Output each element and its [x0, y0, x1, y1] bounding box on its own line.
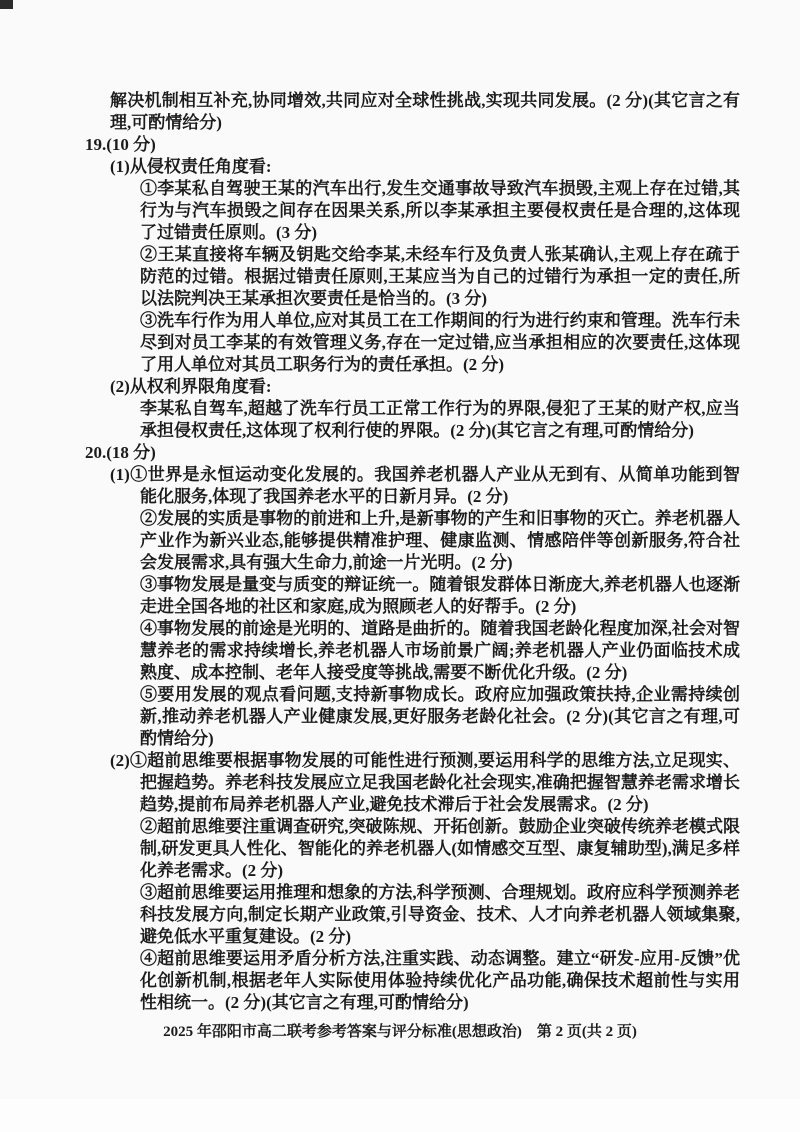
page-footer: 2025 年邵阳市高二联考参考答案与评分标准(思想政治) 第 2 页(共 2 页) [163, 1024, 637, 1040]
q19-part2-answer: 李某私自驾车,超越了洗车行员工正常工作行为的界限,侵犯了王某的财产权,应当承担侵权责任,这体现了权利行使的界限。(2 分)(其它言之有理,可酌情给分) [140, 399, 740, 440]
q19-part1-item-1: ①李某私自驾驶王某的汽车出行,发生交通事故导致汽车损毁,主观上存在过错,其行为与汽车损毁之间存在因果关系,所以李某承担主要侵权责任是合理的,这体现了过错责任原则。(3 分) [140, 179, 740, 242]
q20-part1-item-1: (1)①世界是永恒运动变化发展的。我国养老机器人产业从无到有、从简单功能到智能化服务,体现了我国养老水平的日新月异。(2 分) [110, 465, 740, 506]
q18-answer-continuation: 解决机制相互补充,协同增效,共同应对全球性挑战,实现共同发展。(2 分)(其它言之有理,可酌情给分) [110, 91, 740, 132]
q19-heading: 19.(10 分) [85, 135, 156, 154]
q20-part2-item-4: ④超前思维要运用矛盾分析方法,注重实践、动态调整。建立“研发-应用-反馈”优化创新机制,根据老年人实际使用体验持续优化产品功能,确保技术超前性与实用性相统一。(2 分)(其它言之有理,可酌情给分) [140, 949, 740, 1012]
q20-part1-item-3: ③事物发展是量变与质变的辩证统一。随着银发群体日渐庞大,养老机器人也逐渐走进全国各地的社区和家庭,成为照顾老人的好帮手。(2 分) [140, 575, 740, 616]
q20-part1-item-2: ②发展的实质是事物的前进和上升,是新事物的产生和旧事物的灭亡。养老机器人产业作为新兴业态,能够提供精准护理、健康监测、情感陪伴等创新服务,符合社会发展需求,具有强大生命力,前途一片光明。(2 分) [140, 509, 740, 572]
q20-part2-item-1: (2)①超前思维要根据事物发展的可能性进行预测,要运用科学的思维方法,立足现实、把握趋势。养老科技发展应立足我国老龄化社会现实,准确把握智慧养老需求增长趋势,提前布局养老机器人产业,避免技术滞后于社会发展需求。(2 分) [110, 751, 740, 814]
q19-part1-label: (1)从侵权责任角度看: [110, 157, 272, 176]
scan-corner-artifact [0, 0, 13, 9]
q19-part1-item-3: ③洗车行作为用人单位,应对其员工在工作期间的行为进行约束和管理。洗车行未尽到对员工李某的有效管理义务,存在一定过错,应当承担相应的次要责任,这体现了用人单位对其员工职务行为的责任承担。(2 分) [140, 311, 740, 374]
q20-part2-item-2: ②超前思维要注重调查研究,突破陈规、开拓创新。鼓励企业突破传统养老模式限制,研发更具人性化、智能化的养老机器人(如情感交互型、康复辅助型),满足多样化养老需求。(2 分) [140, 817, 740, 880]
q20-part1-item-5: ⑤要用发展的观点看问题,支持新事物成长。政府应加强政策扶持,企业需持续创新,推动养老机器人产业健康发展,更好服务老龄化社会。(2 分)(其它言之有理,可酌情给分) [140, 685, 740, 748]
q19-part2-label: (2)从权利界限角度看: [110, 377, 272, 396]
q20-part2-item-3: ③超前思维要运用推理和想象的方法,科学预测、合理规划。政府应科学预测养老科技发展方向,制定长期产业政策,引导资金、技术、人才向养老机器人领域集聚,避免低水平重复建设。(2 分) [140, 883, 740, 946]
answer-key-body [85, 90, 740, 1014]
q20-part1-item-4: ④事物发展的前途是光明的、道路是曲折的。随着我国老龄化程度加深,社会对智慧养老的需求持续增长,养老机器人市场前景广阔;养老机器人产业仍面临技术成熟度、成本控制、老年人接受度等挑战,需要不断优化升级。(2 分) [140, 619, 740, 682]
q20-heading: 20.(18 分) [85, 443, 156, 462]
q19-part1-item-2: ②王某直接将车辆及钥匙交给李某,未经车行及负责人张某确认,主观上存在疏于防范的过错。根据过错责任原则,王某应当为自己的过错行为承担一定的责任,所以法院判决王某承担次要责任是恰当的。(3 分) [140, 245, 740, 308]
